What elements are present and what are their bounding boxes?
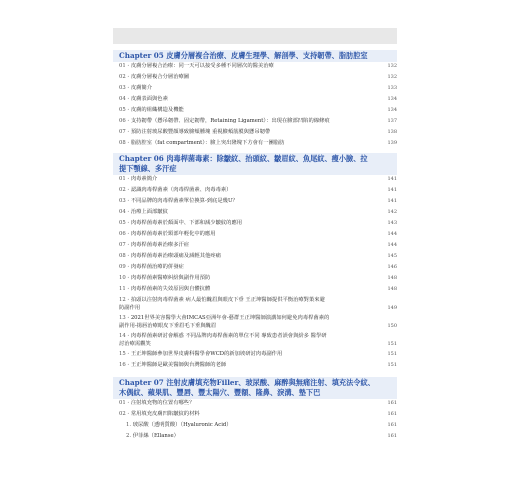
chapter-06-title: Chapter 06 肉毒桿菌毒素：除皺紋、抬頭紋、皺眉紋、魚尾紋、瘦小臉、拉 提下顎線、多汗症 [113, 153, 397, 175]
page-header-band [113, 28, 397, 44]
toc-entry: 15 · 王正坤醫師參加世界皮膚科醫學會WCD的新加坡研討肉毒副作用 151 [119, 351, 397, 357]
toc-entry: 11 · 肉毒桿菌素的失效原因與自體抗體 148 [119, 286, 397, 292]
toc-entry: 08 · 脂肪腔室（fat compartment）：臉上突出隆塊下方會有一團脂肪 139 [119, 140, 397, 146]
toc-entry: 01 · 皮膚分層複合治療：同一天可以接受多種不同層次的醫美治療 132 [119, 63, 397, 69]
toc-entry: 14 · 肉毒桿菌素研討會解惑 不同品牌肉毒桿菌素的單位不同 專致患者誤會與紛多 醫學研 討治療需觀笑 151 [119, 333, 397, 347]
toc-subentry: 2. 伊菲絲（Ellanse） 161 [126, 433, 397, 439]
toc-entry: 13 · 2021世界美容醫學大會IMCAS亞洲年會-藝群王正坤醫師演講如何避免肉毒桿菌素的 副作用-揚唇治療眼皮下垂眉毛下垂與醜眉 150 [119, 315, 397, 329]
toc-entry: 02 · 常用填充皮膚凹陷皺紋的材料 161 [119, 411, 397, 417]
toc-entry: 07 · 預防注射玻尿酸豐顏導致臉頰腫塊 重視臉頰筋膜與懸吊韌帶 138 [119, 129, 397, 135]
toc-entry: 08 · 肉毒桿菌毒素治療頭痛及減輕其他疼痛 145 [119, 253, 397, 259]
toc-entry: 01 · 肉毒素簡介 141 [119, 176, 397, 182]
toc-subentry: 1. 玻尿酸（透明質酸）（Hyaluronic Acid） 161 [126, 422, 397, 428]
toc-entry: 03 · 皮膚簡介 133 [119, 85, 397, 91]
chapter-07-title: Chapter 07 注射皮膚填充物Filler、玻尿酸、麻醉與無痛注射、填充法令紋、 木偶紋、蘋果肌、豐唇、豐太陽穴、豐額、隆鼻、淚溝、墊下巴 [113, 377, 397, 399]
toc-entry: 02 · 皮膚分層複合分層治療圖 132 [119, 74, 397, 80]
toc-entry: 02 · 認識肉毒桿菌素（肉毒桿菌素、肉毒毒素） 141 [119, 187, 397, 193]
toc-entry: 06 · 支持韌帶（懸吊韌帶、固定韌帶，Retaining Ligament）：出現在臉部凹陷的線條痕 137 [119, 118, 397, 124]
toc-entry: 07 · 肉毒桿菌毒素治療多汗症 144 [119, 242, 397, 248]
toc-entry: 04 · 皮膚表面與色素 134 [119, 96, 397, 102]
toc-entry: 06 · 肉毒桿菌毒素於頸部年輕化中的應用 144 [119, 231, 397, 237]
toc-entry: 05 · 肉毒桿菌毒素於顏面中、下部和減少皺紋的應用 143 [119, 220, 397, 226]
toc-entry: 05 · 皮膚的組織構造及機能 134 [119, 107, 397, 113]
toc-entry: 10 · 肉毒桿菌素醫療糾紛與副作用預防 148 [119, 275, 397, 281]
chapter-05-title: Chapter 05 皮膚分層複合治療、皮膚生理學、解剖學、支持韌帶、脂肪腔室 [113, 50, 397, 62]
toc-entry: 03 · 不同品牌的肉毒桿菌素單位換算-到底是幾U？ 141 [119, 198, 397, 204]
toc-entry: 12 · 拍頭以注射肉毒桿菌素 病人最怕醜眉與眼皮下垂 王正坤醫師提供平衡治療對策來避 防副作用 149 [119, 297, 397, 311]
toc-entry: 16 · 王正坤醫師是歐美醫師與台灣醫師的老師 151 [119, 362, 397, 368]
toc-entry: 01 · 注射填充物的位置有哪些？ 161 [119, 400, 397, 406]
toc-entry: 04 · 治療上面部皺紋 142 [119, 209, 397, 215]
toc-entry: 09 · 肉毒桿菌治療的併發症 146 [119, 264, 397, 270]
